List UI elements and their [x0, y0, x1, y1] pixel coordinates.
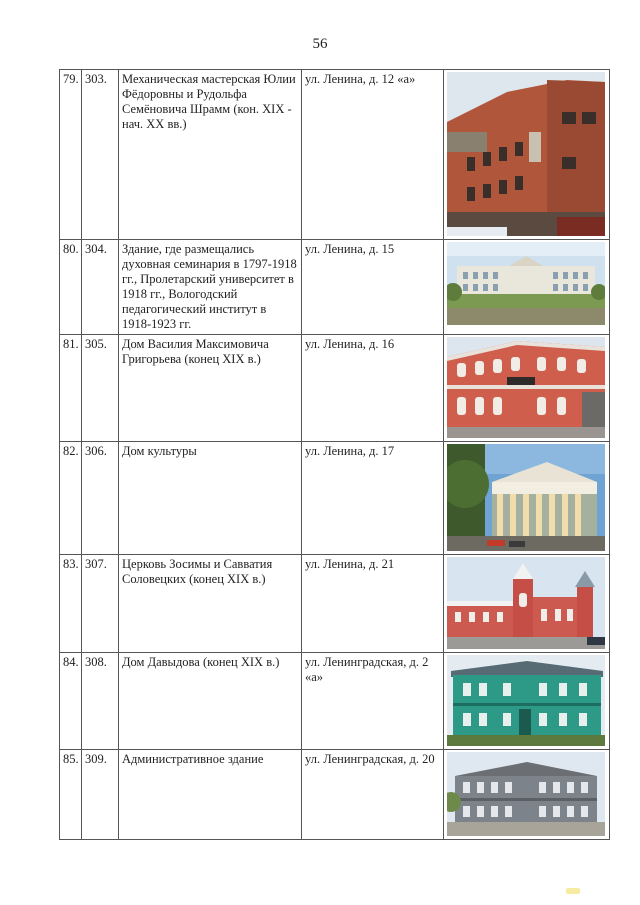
object-name: Механическая мастерская Юлии Фёдоровны и Рудольфа Семёновича Шрамм (кон. XIX - нач. XX вв.)	[119, 70, 302, 240]
table-row	[60, 442, 610, 555]
seminary-building-photo	[447, 242, 605, 325]
object-id: 304.	[82, 240, 119, 335]
row-number: 84.	[60, 653, 82, 750]
davydov-house-photo	[447, 655, 605, 746]
object-id: 308.	[82, 653, 119, 750]
object-id: 303.	[82, 70, 119, 240]
object-name: Церковь Зосимы и Савватия Соловецких (конец XIX в.)	[119, 555, 302, 653]
object-address: ул. Ленина, д. 21	[302, 555, 444, 653]
object-name: Дом Василия Максимовича Григорьева (конец XIX в.)	[119, 335, 302, 442]
page-number: 56	[312, 36, 328, 52]
object-id: 305.	[82, 335, 119, 442]
scan-artifact	[566, 888, 580, 894]
row-number: 79.	[60, 70, 82, 240]
object-id: 307.	[82, 555, 119, 653]
object-id: 309.	[82, 750, 119, 840]
object-id: 306.	[82, 442, 119, 555]
row-number: 80.	[60, 240, 82, 335]
object-address: ул. Ленинградская, д. 20	[302, 750, 444, 840]
church-photo	[447, 557, 605, 649]
administrative-building-photo	[447, 752, 605, 836]
object-name: Дом Давыдова (конец XIX в.)	[119, 653, 302, 750]
object-address: ул. Ленина, д. 17	[302, 442, 444, 555]
object-address: ул. Ленина, д. 16	[302, 335, 444, 442]
object-address: ул. Ленина, д. 15	[302, 240, 444, 335]
object-name: Здание, где размещались духовная семинария в 1797-1918 гг., Пролетарский университет в 1918 гг., Вологодский педагогический институт в 1918-1923 гг.	[119, 240, 302, 335]
object-address: ул. Ленина, д. 12 «а»	[302, 70, 444, 240]
culture-house-photo	[447, 444, 605, 551]
table-row	[60, 750, 610, 840]
table-row	[60, 335, 610, 442]
row-number: 83.	[60, 555, 82, 653]
table-row	[60, 555, 610, 653]
object-name: Дом культуры	[119, 442, 302, 555]
brick-workshop-photo	[447, 72, 605, 236]
table-row	[60, 653, 610, 750]
row-number: 85.	[60, 750, 82, 840]
grigoriev-house-photo	[447, 337, 605, 438]
object-name: Административное здание	[119, 750, 302, 840]
object-address: ул. Ленинградская, д. 2 «а»	[302, 653, 444, 750]
table-row	[60, 240, 610, 335]
row-number: 81.	[60, 335, 82, 442]
heritage-table	[59, 69, 610, 840]
table-row	[60, 70, 610, 240]
row-number: 82.	[60, 442, 82, 555]
